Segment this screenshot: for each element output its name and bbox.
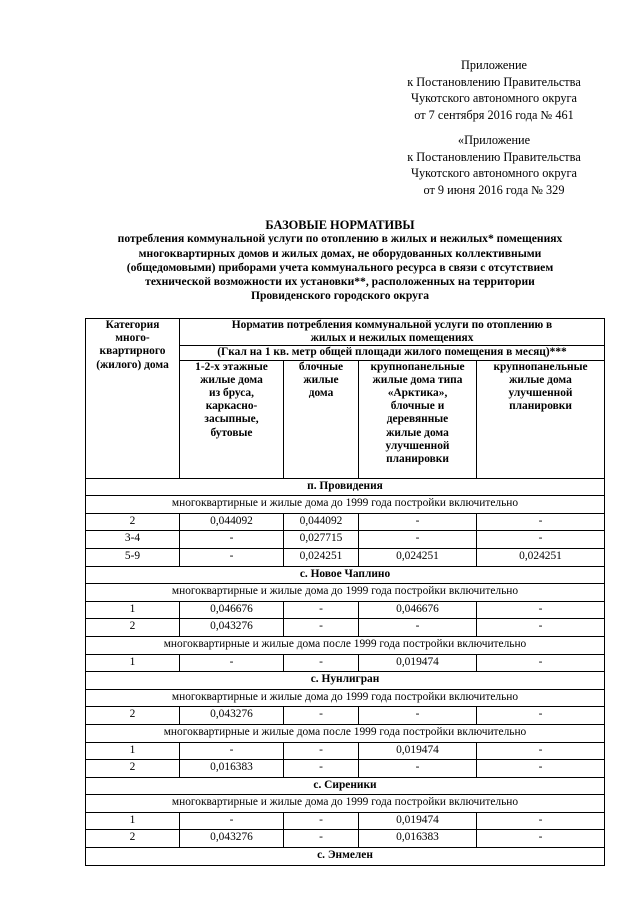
locality-row: [86, 777, 605, 795]
locality-row: [86, 672, 605, 690]
category-cell: 1: [86, 812, 180, 830]
value-cell: 0,046676: [359, 601, 477, 619]
value-cell: 0,019474: [359, 812, 477, 830]
locality-name: с. Энмелен: [86, 848, 605, 866]
value-cell: -: [359, 619, 477, 637]
appendix-note-1: [370, 57, 618, 123]
norms-table: [85, 318, 605, 866]
table-row: [86, 513, 605, 531]
period-label: многоквартирные и жилые дома после 1999 года постройки включительно: [86, 724, 605, 742]
period-label: многоквартирные и жилые дома до 1999 года постройки включительно: [86, 689, 605, 707]
category-cell: 2: [86, 760, 180, 778]
column-header-panel: крупнопанельные жилые дома улучшенной планировки: [477, 360, 605, 478]
period-label: многоквартирные и жилые дома после 1999 года постройки включительно: [86, 636, 605, 654]
value-cell: -: [477, 742, 605, 760]
period-label: многоквартирные и жилые дома до 1999 года постройки включительно: [86, 584, 605, 602]
value-cell: -: [477, 619, 605, 637]
value-cell: -: [359, 707, 477, 725]
appendix-line: от 7 сентября 2016 года № 461: [414, 107, 574, 122]
period-row: [86, 689, 605, 707]
value-cell: 0,024251: [477, 548, 605, 566]
value-cell: -: [284, 812, 359, 830]
value-cell: 0,044092: [180, 513, 284, 531]
locality-name: с. Сиреники: [86, 777, 605, 795]
value-cell: -: [477, 812, 605, 830]
appendix-line: «Приложение: [457, 133, 531, 147]
appendix-line: от 9 июня 2016 года № 329: [423, 182, 565, 197]
table-row: [86, 531, 605, 549]
value-cell: -: [180, 548, 284, 566]
appendix-line: к Постановлению Правительства: [407, 149, 581, 164]
value-cell: 0,016383: [180, 760, 284, 778]
value-cell: -: [359, 531, 477, 549]
category-cell: 2: [86, 830, 180, 848]
value-cell: -: [284, 654, 359, 672]
locality-row: [86, 478, 605, 496]
value-cell: -: [180, 742, 284, 760]
table-row: [86, 742, 605, 760]
period-row: [86, 795, 605, 813]
period-label: многоквартирные и жилые дома до 1999 года постройки включительно: [86, 795, 605, 813]
value-cell: -: [477, 601, 605, 619]
locality-name: с. Новое Чаплино: [86, 566, 605, 584]
appendix-line: Чукотского автономного округа: [411, 91, 577, 105]
value-cell: 0,016383: [359, 830, 477, 848]
appendix-line: Чукотского автономного округа: [411, 166, 577, 180]
table-row: [86, 812, 605, 830]
subtitle-line: потребления коммунальной услуги по отоплению в жилых и нежилых* помещениях: [117, 232, 563, 246]
value-cell: 0,043276: [180, 707, 284, 725]
value-cell: -: [284, 601, 359, 619]
locality-name: п. Провидения: [86, 478, 605, 496]
value-cell: 0,024251: [284, 548, 359, 566]
document-title-block: [72, 218, 608, 304]
locality-row: [86, 848, 605, 866]
value-cell: -: [359, 760, 477, 778]
table-row: [86, 619, 605, 637]
table-row: [86, 830, 605, 848]
subtitle-line: (общедомовыми) приборами учета коммунального ресурса в связи с отсутствием: [126, 260, 554, 274]
value-cell: -: [477, 513, 605, 531]
value-cell: 0,024251: [359, 548, 477, 566]
norm-header: Норматив потребления коммунальной услуги по отоплению в жилых и нежилых помещениях: [180, 319, 605, 346]
period-row: [86, 584, 605, 602]
value-cell: 0,044092: [284, 513, 359, 531]
value-cell: -: [477, 531, 605, 549]
value-cell: -: [284, 830, 359, 848]
value-cell: -: [477, 707, 605, 725]
value-cell: -: [180, 654, 284, 672]
value-cell: -: [180, 812, 284, 830]
table-row: [86, 760, 605, 778]
table-row: [86, 601, 605, 619]
category-header: Категория много- квартирного (жилого) дома: [86, 319, 180, 479]
value-cell: -: [180, 531, 284, 549]
appendix-line: Приложение: [461, 58, 527, 72]
period-row: [86, 724, 605, 742]
value-cell: -: [477, 760, 605, 778]
value-cell: -: [359, 513, 477, 531]
subtitle-line: технической возможности их установки**, расположенных на территории: [145, 275, 535, 289]
subtitle-line: многоквартирных домов и жилых домах, не оборудованных коллективными: [138, 246, 542, 260]
table-row: [86, 654, 605, 672]
category-cell: 1: [86, 654, 180, 672]
value-cell: -: [284, 707, 359, 725]
value-cell: 0,043276: [180, 830, 284, 848]
document-title: БАЗОВЫЕ НОРМАТИВЫ: [265, 218, 415, 232]
locality-name: с. Нунлигран: [86, 672, 605, 690]
column-header-block: блочные жилые дома: [284, 360, 359, 478]
value-cell: -: [284, 742, 359, 760]
period-row: [86, 496, 605, 514]
value-cell: 0,043276: [180, 619, 284, 637]
value-cell: -: [284, 619, 359, 637]
category-cell: 3-4: [86, 531, 180, 549]
locality-row: [86, 566, 605, 584]
category-cell: 2: [86, 707, 180, 725]
category-cell: 5-9: [86, 548, 180, 566]
value-cell: -: [477, 830, 605, 848]
value-cell: 0,046676: [180, 601, 284, 619]
appendix-line: к Постановлению Правительства: [407, 74, 581, 89]
value-cell: 0,019474: [359, 654, 477, 672]
category-cell: 2: [86, 619, 180, 637]
table-row: [86, 548, 605, 566]
category-cell: 1: [86, 742, 180, 760]
unit-header: (Гкал на 1 кв. метр общей площади жилого помещения в месяц)***: [180, 346, 605, 360]
value-cell: 0,027715: [284, 531, 359, 549]
table-header-row: [86, 319, 605, 346]
value-cell: 0,019474: [359, 742, 477, 760]
column-header-arktika: крупнопанельные жилые дома типа «Арктика», блочные и деревянные жилые дома улучшенной планировки: [359, 360, 477, 478]
appendix-note-2: [370, 132, 618, 198]
value-cell: -: [477, 654, 605, 672]
subtitle-line: Провиденского городского округа: [250, 289, 430, 303]
category-cell: 2: [86, 513, 180, 531]
value-cell: -: [284, 760, 359, 778]
period-row: [86, 636, 605, 654]
column-header-brus: 1-2-х этажные жилые дома из бруса, каркасно- засыпные, бутовые: [180, 360, 284, 478]
category-cell: 1: [86, 601, 180, 619]
table-row: [86, 707, 605, 725]
period-label: многоквартирные и жилые дома до 1999 года постройки включительно: [86, 496, 605, 514]
